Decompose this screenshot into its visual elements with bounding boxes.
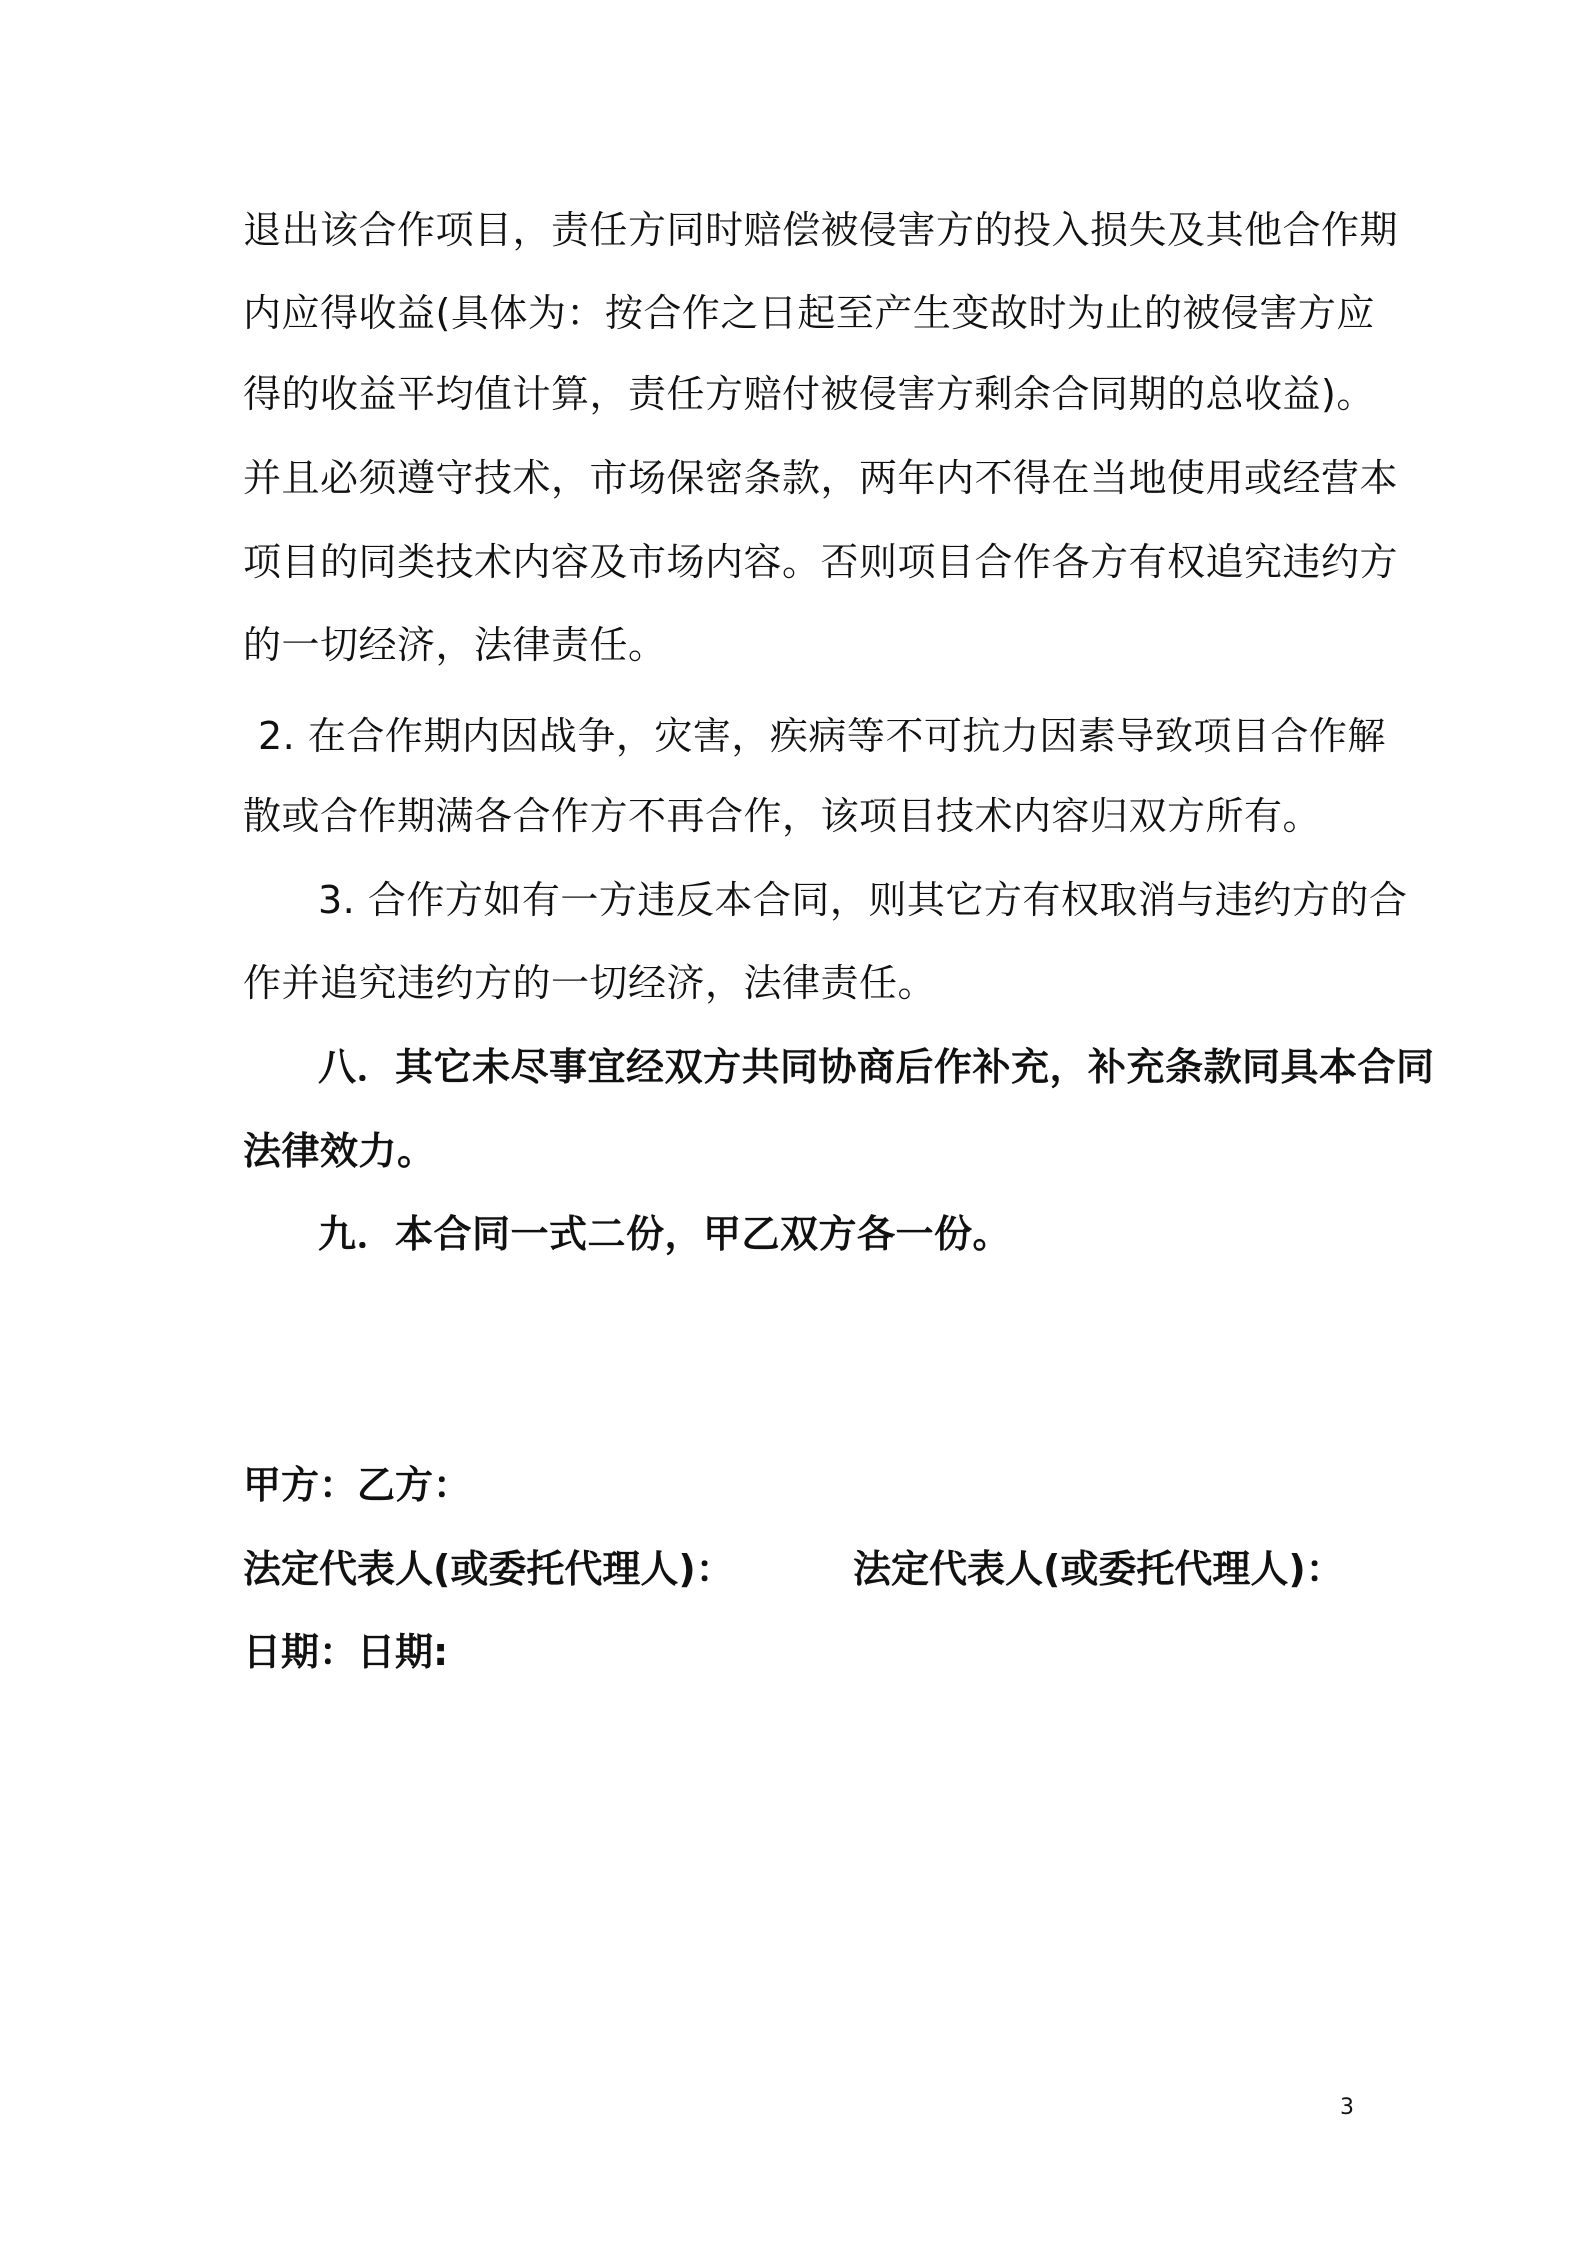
signature-rep-right: 法定代表人(或委托代理人)：	[853, 1547, 1344, 1591]
signature-parties: 甲方：乙方：	[243, 1463, 472, 1507]
body-line: 退出该合作项目，责任方同时赔偿被侵害方的投入损失及其他合作期	[243, 208, 1399, 252]
signature-rep-left: 法定代表人(或委托代理人)：	[243, 1547, 734, 1591]
page-number: 3	[1340, 2095, 1354, 2120]
clause-2-line: 2. 在合作期内因战争，灾害，疾病等不可抗力因素导致项目合作解	[258, 714, 1386, 758]
body-line: 的一切经济，法律责任。	[243, 623, 667, 667]
body-line: 得的收益平均值计算，责任方赔付被侵害方剩余合同期的总收益)。	[243, 372, 1375, 416]
body-line: 内应得收益(具体为：按合作之日起至产生变故时为止的被侵害方应	[243, 291, 1375, 335]
clause-2-line: 散或合作期满各合作方不再合作，该项目技术内容归双方所有。	[243, 794, 1322, 838]
article-8-line: 法律效力。	[243, 1129, 436, 1173]
body-line: 并且必须遵守技术，市场保密条款，两年内不得在当地使用或经营本	[243, 456, 1399, 500]
body-line: 项目的同类技术内容及市场内容。否则项目合作各方有权追究违约方	[243, 540, 1399, 584]
article-8-line: 八．其它未尽事宜经双方共同协商后作补充，补充条款同具本合同	[318, 1045, 1435, 1089]
signature-dates: 日期：日期:	[243, 1630, 449, 1674]
clause-3-line: 作并追究违约方的一切经济，法律责任。	[243, 961, 937, 1005]
clause-3-line: 3. 合作方如有一方违反本合同，则其它方有权取消与违约方的合	[318, 878, 1408, 922]
article-9-line: 九．本合同一式二份，甲乙双方各一份。	[318, 1212, 1012, 1256]
